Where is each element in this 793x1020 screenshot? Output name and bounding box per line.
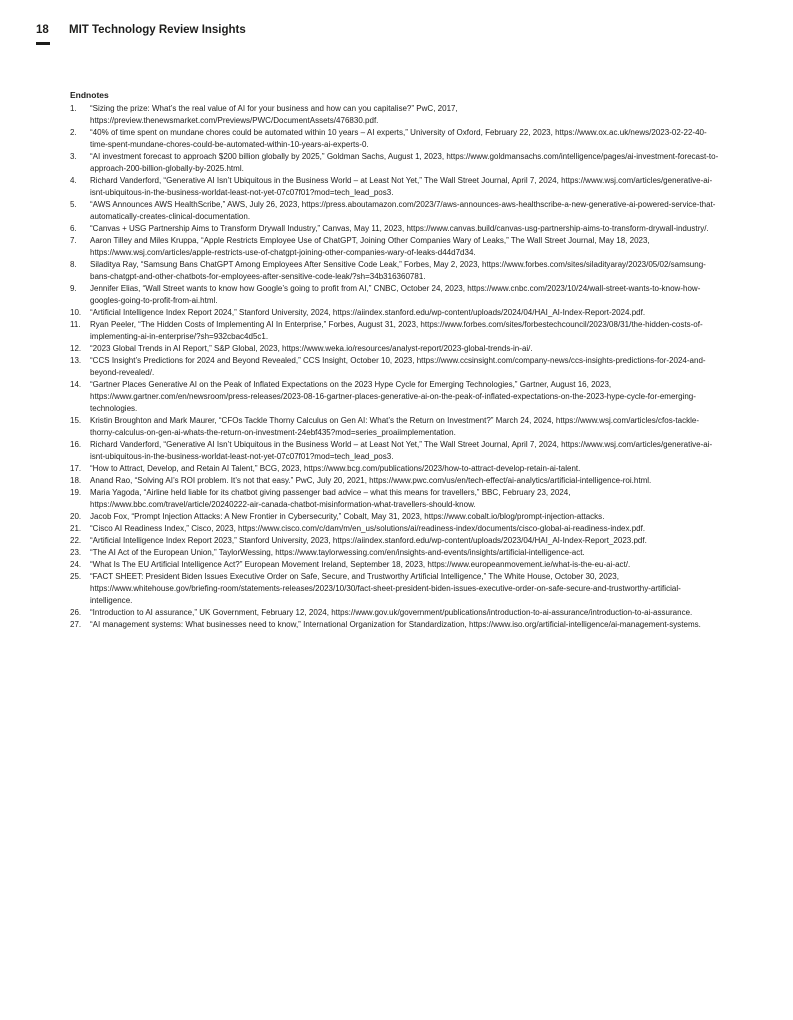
endnote-item	[70, 559, 722, 571]
endnote-number: 11.	[70, 320, 81, 329]
page-number: 18	[36, 24, 49, 36]
endnote-item	[70, 175, 722, 199]
endnote-item	[70, 127, 722, 151]
endnote-number: 20.	[70, 512, 82, 521]
endnote-number: 5.	[70, 200, 77, 209]
endnote-number: 9.	[70, 284, 77, 293]
endnote-item	[70, 151, 722, 175]
endnote-number: 4.	[70, 176, 77, 185]
endnote-number: 13.	[70, 356, 82, 365]
endnote-text: “FACT SHEET: President Biden Issues Executive Order on Safe, Secure, and Trustworthy Artificial Intelligence,” The White House, October 30, 2023, https://www.whitehouse.gov/briefing-room/statements-releases/2023/10/30/fact-sheet-president-biden-issues-executive-order-on-safe-secure-and-trustworthy-artificial-intelligence.	[90, 572, 681, 605]
endnote-item	[70, 103, 722, 127]
endnote-item	[70, 235, 722, 259]
endnote-number: 26.	[70, 608, 82, 617]
endnote-number: 18.	[70, 476, 82, 485]
endnote-text: Ryan Peeler, “The Hidden Costs of Implementing AI In Enterprise,” Forbes, August 31, 2023, https://www.forbes.com/sites/forbestechcouncil/2023/08/31/the-hidden-costs-of-implementing-ai-in-enterprise/?sh=932cbac4d5c1.	[90, 320, 703, 341]
endnote-number: 27.	[70, 620, 82, 629]
endnote-number: 21.	[70, 524, 82, 533]
endnote-number: 25.	[70, 572, 82, 581]
endnote-item	[70, 571, 722, 607]
endnote-text: Anand Rao, “Solving AI’s ROI problem. It’s not that easy.” PwC, July 20, 2021, https://www.pwc.com/us/en/tech-effect/ai-analytics/artificial-intelligence-roi.html.	[90, 476, 652, 485]
endnote-item	[70, 283, 722, 307]
endnote-text: “Cisco AI Readiness Index,” Cisco, 2023, https://www.cisco.com/c/dam/m/en_us/solutions/ai/readiness-index/documents/cisco-global-ai-readiness-index.pdf.	[90, 524, 646, 533]
endnote-text: “40% of time spent on mundane chores could be automated within 10 years – AI experts,” University of Oxford, February 22, 2023, https://www.ox.ac.uk/news/2023-02-22-40-time-spent-mundane-chores-could-be-automated-within-10-years-ai-experts-0.	[90, 128, 707, 149]
endnote-item	[70, 223, 722, 235]
endnote-number: 10.	[70, 308, 82, 317]
endnote-text: “Artificial Intelligence Index Report 2023,” Stanford University, 2023, https://aiindex.stanford.edu/wp-content/uploads/2023/04/HAI_AI-Index-Report_2023.pdf.	[90, 536, 647, 545]
endnote-number: 12.	[70, 344, 82, 353]
endnote-text: “Sizing the prize: What’s the real value of AI for your business and how can you capitalise?” PwC, 2017, https://preview.thenewsmarket.com/Previews/PWC/DocumentAssets/476830.pdf.	[90, 104, 458, 125]
endnote-number: 19.	[70, 488, 82, 497]
endnote-item	[70, 607, 722, 619]
endnote-item	[70, 355, 722, 379]
endnote-number: 17.	[70, 464, 82, 473]
endnote-text: Aaron Tilley and Miles Kruppa, “Apple Restricts Employee Use of ChatGPT, Joining Other Companies Wary of Leaks,” The Wall Street Journal, May 18, 2023, https://www.wsj.com/articles/apple-restricts-use-of-chatgpt-joining-other-companies-wary-of-leaks-d44d7d34.	[90, 236, 650, 257]
endnote-number: 8.	[70, 260, 77, 269]
endnote-item	[70, 379, 722, 415]
endnote-item	[70, 259, 722, 283]
endnote-text: “Artificial Intelligence Index Report 2024,” Stanford University, 2024, https://aiindex.stanford.edu/wp-content/uploads/2024/04/HAI_AI-Index-Report-2024.pdf.	[90, 308, 646, 317]
endnote-number: 23.	[70, 548, 82, 557]
endnote-text: “AI management systems: What businesses need to know,” International Organization for Standardization, https://www.iso.org/artificial-intelligence/ai-management-systems.	[90, 620, 701, 629]
endnote-item	[70, 619, 722, 631]
endnote-number: 24.	[70, 560, 82, 569]
endnote-item	[70, 511, 722, 523]
endnote-text: “Introduction to AI assurance,” UK Government, February 12, 2024, https://www.gov.uk/government/publications/introduction-to-ai-assurance/introduction-to-ai-assurance.	[90, 608, 693, 617]
endnote-text: Kristin Broughton and Mark Maurer, “CFOs Tackle Thorny Calculus on Gen AI: What’s the Return on Investment?” March 24, 2024, https://www.wsj.com/articles/cfos-tackle-thorny-calculus-on-gen-ai-whats-the-return-on-investment-24ebf435?mod=series_proaiimplementation.	[90, 416, 700, 437]
page-number-block	[36, 24, 50, 45]
endnote-text: “Gartner Places Generative AI on the Peak of Inflated Expectations on the 2023 Hype Cycle for Emerging Technologies,” Gartner, August 16, 2023, https://www.gartner.com/en/newsroom/press-releases/2023-08-16-gartner-places-generative-ai-on-the-peak-of-inflated-expectations-on-the-2023-hype-cycle-for-emerging-technologies.	[90, 380, 696, 413]
endnote-text: “2023 Global Trends in AI Report,” S&P Global, 2023, https://www.weka.io/resources/analyst-report/2023-global-trends-in-ai/.	[90, 344, 533, 353]
endnote-item	[70, 547, 722, 559]
endnote-text: Richard Vanderford, “Generative AI Isn’t Ubiquitous in the Business World – at Least Not Yet,” The Wall Street Journal, April 7, 2024, https://www.wsj.com/articles/generative-ai-isnt-ubiquitous-in-the-business-worldat-least-not-yet-07c07f01?mod=tech_lead_pos3.	[90, 440, 713, 461]
endnote-text: “The AI Act of the European Union,” TaylorWessing, https://www.taylorwessing.com/en/insights-and-events/insights/artificial-intelligence-act.	[90, 548, 585, 557]
endnote-text: Richard Vanderford, “Generative AI Isn’t Ubiquitous in the Business World – at Least Not Yet,” The Wall Street Journal, April 7, 2024, https://www.wsj.com/articles/generative-ai-isnt-ubiquitous-in-the-business-worldat-least-not-yet-07c07f01?mod=tech_lead_pos3.	[90, 176, 713, 197]
endnote-text: Maria Yagoda, “Airline held liable for its chatbot giving passenger bad advice – what this means for travellers,” BBC, February 23, 2024, https://www.bbc.com/travel/article/20240222-air-canada-chatbot-misinformation-what-travellers-should-know.	[90, 488, 571, 509]
endnote-number: 15.	[70, 416, 82, 425]
endnote-number: 3.	[70, 152, 77, 161]
endnote-number: 7.	[70, 236, 77, 245]
endnote-number: 1.	[70, 104, 77, 113]
endnotes-section	[70, 89, 722, 631]
endnote-text: Jennifer Elias, “Wall Street wants to know how Google’s going to profit from AI,” CNBC, October 24, 2023, https://www.cnbc.com/2023/10/24/wall-street-wants-to-know-how-googles-going-to-profit-from-ai.html.	[90, 284, 701, 305]
endnote-text: “AWS Announces AWS HealthScribe,” AWS, July 26, 2023, https://press.aboutamazon.com/2023/7/aws-announces-aws-healthscribe-a-new-generative-ai-powered-service-that-automatically-creates-clinical-documentation.	[90, 200, 716, 221]
endnote-text: “AI investment forecast to approach $200 billion globally by 2025,” Goldman Sachs, August 1, 2023, https://www.goldmansachs.com/intelligence/pages/ai-investment-forecast-to-approach-200-billion-globally-by-2025.html.	[90, 152, 719, 173]
endnote-text: “CCS Insight’s Predictions for 2024 and Beyond Revealed,” CCS Insight, October 10, 2023, https://www.ccsinsight.com/company-news/ccs-insights-predictions-for-2024-and-beyond-revealed/.	[90, 356, 706, 377]
endnote-item	[70, 199, 722, 223]
endnote-text: “What Is The EU Artificial Intelligence Act?” European Movement Ireland, September 18, 2023, https://www.europeanmovement.ie/what-is-the-eu-ai-act/.	[90, 560, 631, 569]
endnote-item	[70, 523, 722, 535]
endnote-item	[70, 343, 722, 355]
endnotes-heading: Endnotes	[70, 90, 109, 100]
endnotes-list	[70, 103, 722, 631]
endnote-text: Siladitya Ray, “Samsung Bans ChatGPT Among Employees After Sensitive Code Leak,” Forbes, May 2, 2023, https://www.forbes.com/sites/siladityaray/2023/05/02/samsung-bans-chatgpt-and-other-chatbots-for-employees-after-sensitive-code-leak/?sh=34b316360781.	[90, 260, 706, 281]
endnote-text: “How to Attract, Develop, and Retain AI Talent,” BCG, 2023, https://www.bcg.com/publications/2023/how-to-attract-develop-retain-ai-talent.	[90, 464, 581, 473]
endnote-item	[70, 415, 722, 439]
endnote-item	[70, 475, 722, 487]
publication-title: MIT Technology Review Insights	[69, 24, 246, 36]
endnote-number: 22.	[70, 536, 82, 545]
endnote-item	[70, 439, 722, 463]
endnote-item	[70, 319, 722, 343]
endnote-item	[70, 463, 722, 475]
endnote-text: Jacob Fox, “Prompt Injection Attacks: A New Frontier in Cybersecurity,” Cobalt, May 31, 2023, https://www.cobalt.io/blog/prompt-injection-attacks.	[90, 512, 605, 521]
page-number-rule	[36, 42, 50, 45]
endnote-text: “Canvas + USG Partnership Aims to Transform Drywall Industry,” Canvas, May 11, 2023, https://www.canvas.build/canvas-usg-partnership-aims-to-transform-drywall-industry/.	[90, 224, 709, 233]
endnote-number: 16.	[70, 440, 82, 449]
page-header	[36, 24, 246, 45]
endnote-item	[70, 535, 722, 547]
endnote-number: 6.	[70, 224, 77, 233]
endnote-item	[70, 487, 722, 511]
endnote-number: 2.	[70, 128, 77, 137]
endnote-item	[70, 307, 722, 319]
endnote-number: 14.	[70, 380, 82, 389]
